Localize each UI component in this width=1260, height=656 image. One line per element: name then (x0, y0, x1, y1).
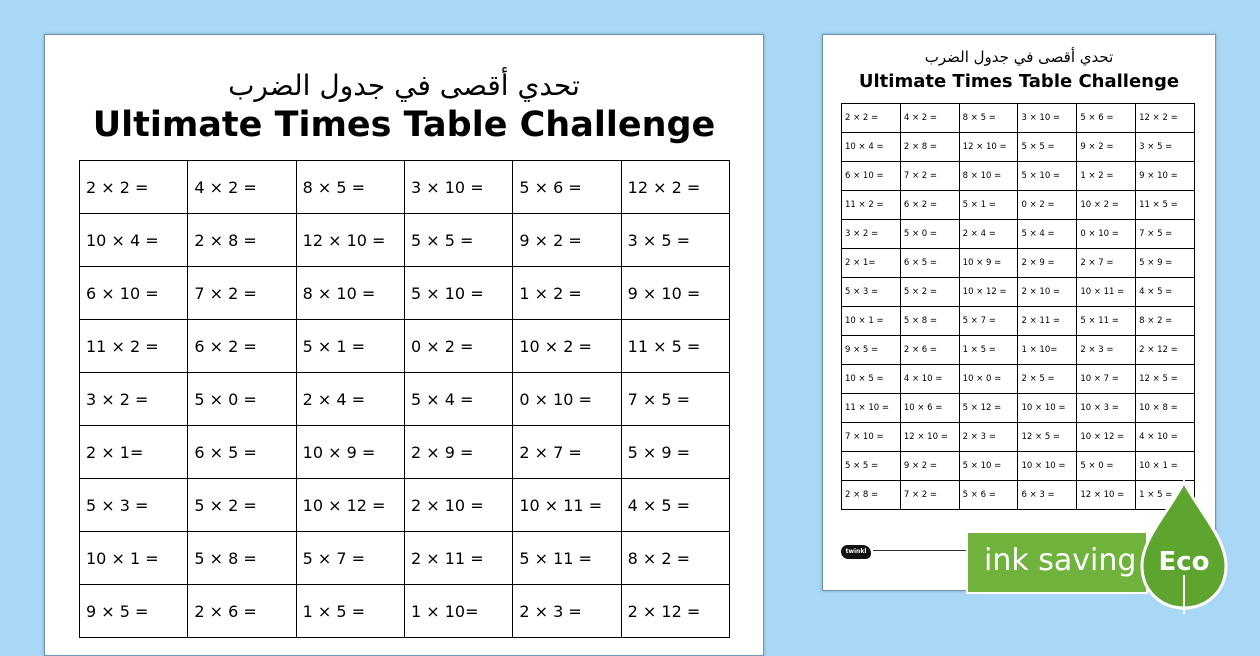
problem-cell: 9 × 5 = (842, 336, 901, 365)
problem-cell: 4 × 2 = (900, 104, 959, 133)
problem-cell: 5 × 11 = (1077, 307, 1136, 336)
ink-saving-banner (966, 531, 1148, 594)
problem-cell: 2 × 3 = (959, 423, 1018, 452)
table-row (80, 267, 730, 320)
problem-cell: 7 × 2 = (900, 162, 959, 191)
eco-leaf-label: Eco (1158, 547, 1210, 577)
times-table-grid (841, 103, 1195, 510)
problem-cell: 5 × 5 = (1018, 133, 1077, 162)
problem-cell: 5 × 8 = (900, 307, 959, 336)
problem-cell: 2 × 3 = (1077, 336, 1136, 365)
problem-cell: 10 × 3 = (1077, 394, 1136, 423)
table-row (842, 104, 1195, 133)
problem-cell: 10 × 1 = (1136, 452, 1195, 481)
title-english: Ultimate Times Table Challenge (92, 105, 716, 145)
problem-cell: 12 × 10 = (296, 214, 404, 267)
table-row (842, 336, 1195, 365)
problem-cell: 5 × 3 = (80, 479, 188, 532)
table-row (80, 320, 730, 373)
problem-cell: 12 × 10 = (959, 133, 1018, 162)
problem-cell: 0 × 10 = (1077, 220, 1136, 249)
problem-cell: 11 × 2 = (80, 320, 188, 373)
problem-cell: 6 × 10 = (842, 162, 901, 191)
problem-cell: 4 × 5 = (621, 479, 729, 532)
problem-cell: 2 × 10 = (1018, 278, 1077, 307)
problem-cell: 10 × 2 = (513, 320, 621, 373)
problem-cell: 10 × 4 = (842, 133, 901, 162)
problem-cell: 9 × 2 = (1077, 133, 1136, 162)
problem-cell: 10 × 11 = (513, 479, 621, 532)
problem-cell: 7 × 10 = (842, 423, 901, 452)
problem-cell: 8 × 10 = (296, 267, 404, 320)
problem-cell: 2 × 8 = (842, 481, 901, 510)
table-row (842, 394, 1195, 423)
table-row (842, 452, 1195, 481)
problem-cell: 10 × 10 = (1018, 452, 1077, 481)
problem-cell: 3 × 5 = (1136, 133, 1195, 162)
problem-cell: 5 × 5 = (404, 214, 512, 267)
problem-cell: 5 × 7 = (296, 532, 404, 585)
problem-cell: 5 × 10 = (959, 452, 1018, 481)
problem-cell: 4 × 2 = (188, 161, 296, 214)
problem-cell: 11 × 5 = (621, 320, 729, 373)
table-row (842, 423, 1195, 452)
problem-cell: 1 × 10= (404, 585, 512, 638)
table-row (80, 532, 730, 585)
problem-cell: 10 × 4 = (80, 214, 188, 267)
problem-cell: 3 × 5 = (621, 214, 729, 267)
problem-cell: 0 × 2 = (404, 320, 512, 373)
problem-cell: 10 × 7 = (1077, 365, 1136, 394)
problem-cell: 6 × 5 = (188, 426, 296, 479)
problem-cell: 5 × 1 = (296, 320, 404, 373)
problem-cell: 3 × 10 = (1018, 104, 1077, 133)
problem-cell: 12 × 10 = (900, 423, 959, 452)
problem-cell: 9 × 2 = (513, 214, 621, 267)
problem-cell: 11 × 2 = (842, 191, 901, 220)
problem-cell: 5 × 3 = (842, 278, 901, 307)
problem-cell: 2 × 7 = (1077, 249, 1136, 278)
problem-cell: 6 × 5 = (900, 249, 959, 278)
problem-cell: 5 × 0 = (1077, 452, 1136, 481)
problem-cell: 6 × 2 = (188, 320, 296, 373)
problem-cell: 7 × 5 = (621, 373, 729, 426)
problem-cell: 12 × 5 = (1018, 423, 1077, 452)
table-row (842, 307, 1195, 336)
worksheet-preview-large (44, 34, 764, 656)
problem-cell: 10 × 0 = (959, 365, 1018, 394)
table-row (80, 479, 730, 532)
table-row (80, 373, 730, 426)
problem-cell: 8 × 2 = (621, 532, 729, 585)
eco-leaf-icon (1140, 480, 1228, 615)
problem-cell: 10 × 12 = (296, 479, 404, 532)
problem-cell: 2 × 8 = (188, 214, 296, 267)
problem-cell: 2 × 12 = (1136, 336, 1195, 365)
problem-cell: 2 × 2 = (80, 161, 188, 214)
problem-cell: 8 × 2 = (1136, 307, 1195, 336)
problem-cell: 4 × 10 = (1136, 423, 1195, 452)
problem-cell: 6 × 2 = (900, 191, 959, 220)
problem-cell: 9 × 2 = (900, 452, 959, 481)
problem-cell: 3 × 2 = (80, 373, 188, 426)
problem-cell: 10 × 9 = (959, 249, 1018, 278)
problem-cell: 2 × 3 = (513, 585, 621, 638)
problem-cell: 7 × 2 = (188, 267, 296, 320)
problem-cell: 2 × 6 = (188, 585, 296, 638)
problem-cell: 2 × 1= (842, 249, 901, 278)
problem-cell: 5 × 4 = (1018, 220, 1077, 249)
times-table-grid (79, 160, 730, 638)
problem-cell: 10 × 5 = (842, 365, 901, 394)
problem-cell: 9 × 10 = (1136, 162, 1195, 191)
problem-cell: 10 × 8 = (1136, 394, 1195, 423)
problem-cell: 6 × 3 = (1018, 481, 1077, 510)
table-row (80, 426, 730, 479)
problem-cell: 1 × 2 = (513, 267, 621, 320)
problem-cell: 5 × 0 = (900, 220, 959, 249)
problem-cell: 3 × 2 = (842, 220, 901, 249)
problem-cell: 9 × 5 = (80, 585, 188, 638)
problem-cell: 5 × 9 = (1136, 249, 1195, 278)
problem-cell: 10 × 11 = (1077, 278, 1136, 307)
title-english: Ultimate Times Table Challenge (858, 71, 1180, 92)
problem-cell: 5 × 11 = (513, 532, 621, 585)
problem-cell: 5 × 2 = (900, 278, 959, 307)
table-row (842, 278, 1195, 307)
problem-cell: 5 × 5 = (842, 452, 901, 481)
problem-cell: 12 × 2 = (621, 161, 729, 214)
problem-cell: 2 × 7 = (513, 426, 621, 479)
problem-cell: 12 × 5 = (1136, 365, 1195, 394)
title-arabic: تحدي أقصى في جدول الضرب (228, 69, 580, 102)
problem-cell: 10 × 1 = (842, 307, 901, 336)
problem-cell: 2 × 5 = (1018, 365, 1077, 394)
table-row (842, 133, 1195, 162)
problem-cell: 4 × 5 = (1136, 278, 1195, 307)
problem-cell: 8 × 5 = (959, 104, 1018, 133)
title-arabic: تحدي أقصى في جدول الضرب (924, 48, 1114, 66)
problem-cell: 5 × 2 = (188, 479, 296, 532)
problem-cell: 10 × 6 = (900, 394, 959, 423)
problem-cell: 6 × 10 = (80, 267, 188, 320)
problem-cell: 0 × 2 = (1018, 191, 1077, 220)
problem-cell: 10 × 10 = (1018, 394, 1077, 423)
problem-cell: 5 × 6 = (1077, 104, 1136, 133)
problem-cell: 4 × 10 = (900, 365, 959, 394)
problem-cell: 5 × 0 = (188, 373, 296, 426)
problem-cell: 1 × 10= (1018, 336, 1077, 365)
problem-cell: 12 × 2 = (1136, 104, 1195, 133)
problem-cell: 11 × 5 = (1136, 191, 1195, 220)
problem-cell: 5 × 6 = (513, 161, 621, 214)
problem-cell: 10 × 2 = (1077, 191, 1136, 220)
problem-cell: 10 × 12 = (1077, 423, 1136, 452)
problem-cell: 2 × 8 = (900, 133, 959, 162)
problem-cell: 10 × 1 = (80, 532, 188, 585)
table-row (80, 214, 730, 267)
problem-cell: 5 × 4 = (404, 373, 512, 426)
problem-cell: 3 × 10 = (404, 161, 512, 214)
problem-cell: 2 × 12 = (621, 585, 729, 638)
problem-cell: 5 × 7 = (959, 307, 1018, 336)
problem-cell: 0 × 10 = (513, 373, 621, 426)
problem-cell: 5 × 6 = (959, 481, 1018, 510)
problem-cell: 10 × 9 = (296, 426, 404, 479)
problem-cell: 2 × 9 = (404, 426, 512, 479)
problem-cell: 5 × 8 = (188, 532, 296, 585)
problem-cell: 9 × 10 = (621, 267, 729, 320)
table-row (80, 161, 730, 214)
table-row (842, 249, 1195, 278)
problem-cell: 8 × 10 = (959, 162, 1018, 191)
problem-cell: 5 × 10 = (1018, 162, 1077, 191)
problem-cell: 1 × 5 = (959, 336, 1018, 365)
problem-cell: 1 × 5 = (296, 585, 404, 638)
problem-cell: 2 × 4 = (959, 220, 1018, 249)
ink-saving-label: ink saving (984, 543, 1137, 578)
table-row (842, 162, 1195, 191)
problem-cell: 5 × 1 = (959, 191, 1018, 220)
problem-cell: 11 × 10 = (842, 394, 901, 423)
twinkl-logo: twinkl (841, 545, 871, 559)
table-row (842, 191, 1195, 220)
problem-cell: 2 × 6 = (900, 336, 959, 365)
problem-cell: 5 × 12 = (959, 394, 1018, 423)
problem-cell: 7 × 5 = (1136, 220, 1195, 249)
problem-cell: 5 × 9 = (621, 426, 729, 479)
problem-cell: 2 × 10 = (404, 479, 512, 532)
problem-cell: 2 × 2 = (842, 104, 901, 133)
problem-cell: 2 × 11 = (404, 532, 512, 585)
problem-cell: 5 × 10 = (404, 267, 512, 320)
problem-cell: 1 × 2 = (1077, 162, 1136, 191)
table-row (842, 220, 1195, 249)
problem-cell: 10 × 12 = (959, 278, 1018, 307)
problem-cell: 2 × 1= (80, 426, 188, 479)
problem-cell: 2 × 4 = (296, 373, 404, 426)
problem-cell: 1 × 5 = (1136, 481, 1195, 510)
problem-cell: 8 × 5 = (296, 161, 404, 214)
problem-cell: 12 × 10 = (1077, 481, 1136, 510)
problem-cell: 7 × 2 = (900, 481, 959, 510)
table-row (842, 365, 1195, 394)
problem-cell: 2 × 11 = (1018, 307, 1077, 336)
problem-cell: 2 × 9 = (1018, 249, 1077, 278)
